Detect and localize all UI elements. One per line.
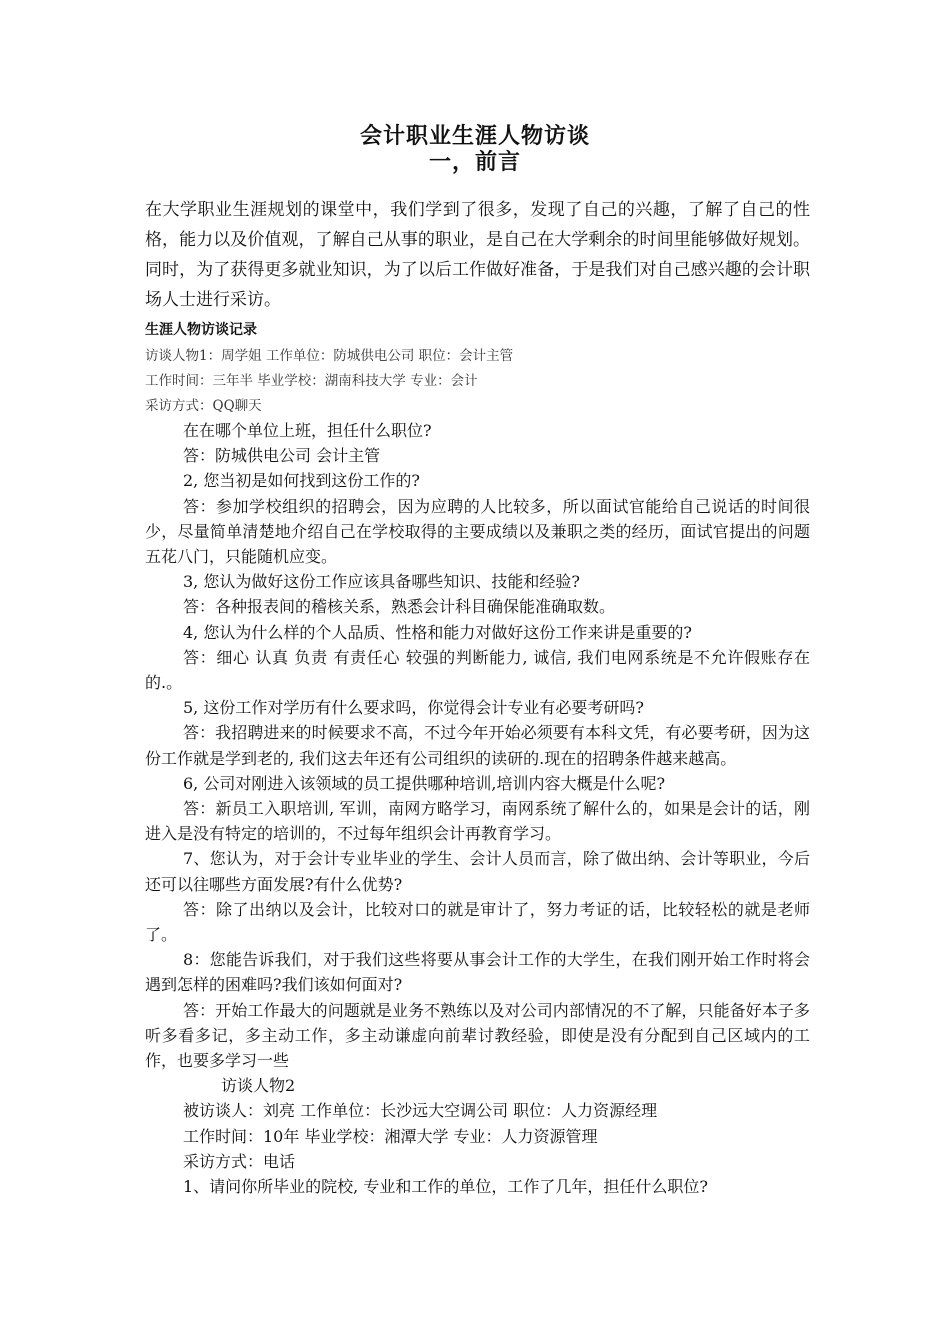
question-7: 7、您认为，对于会计专业毕业的学生、会计人员而言，除了做出纳、会计等职业，今后还可以往哪些方面发展?有什么优势? — [145, 849, 810, 894]
interviewee-1-info: 访谈人物1：周学姐 工作单位：防城供电公司 职位：会计主管 — [145, 348, 514, 364]
interviewee-2-info: 被访谈人：刘亮 工作单位：长沙远大空调公司 职位：人力资源经理 — [183, 1101, 658, 1121]
answer-6: 答：新员工入职培训, 军训，南网方略学习，南网系统了解什么的，如果是会计的话，刚进入是没有特定的培训的，不过每年组织会计再教育学习。 — [145, 799, 810, 844]
question-4: 4, 您认为什么样的个人品质、性格和能力对做好这份工作来讲是重要的? — [183, 622, 692, 642]
intro-paragraph: 在大学职业生涯规划的课堂中，我们学到了很多，发现了自己的兴趣，了解了自己的性格，能力以及价值观，了解自己从事的职业，是自己在大学剩余的时间里能够做好规划。同时，为了获得更多就业知识，为了以后工作做好准备，于是我们对自己感兴趣的会计职场人士进行采访。 — [145, 200, 810, 310]
interviewee-2-question-1: 1、请问你所毕业的院校, 专业和工作的单位，工作了几年，担任什么职位? — [183, 1177, 708, 1197]
interviewee-2-method: 采访方式：电话 — [183, 1151, 296, 1171]
interview-body — [145, 418, 810, 1199]
question-6: 6, 公司对刚进入该领域的员工提供哪种培训,培训内容大概是什么呢? — [183, 773, 666, 793]
question-5: 5, 这份工作对学历有什么要求吗，你觉得会计专业有必要考研吗? — [183, 698, 644, 718]
question-1: 在在哪个单位上班，担任什么职位? — [183, 421, 432, 440]
interviewee-2-heading: 访谈人物2 — [221, 1076, 296, 1096]
question-3: 3, 您认为做好这份工作应该具备哪些知识、技能和经验? — [183, 572, 580, 592]
interview-method: 采访方式：QQ聊天 — [145, 398, 262, 414]
answer-1: 答：防城供电公司 会计主管 — [183, 446, 381, 466]
answer-4: 答：细心 认真 负责 有责任心 较强的判断能力, 诚信, 我们电网系统是不允许假账存在的.。 — [145, 647, 810, 693]
interviewee-1-work-info: 工作时间：三年半 毕业学校：湖南科技大学 专业：会计 — [145, 373, 478, 389]
answer-8: 答：开始工作最大的问题就是业务不熟练以及对公司内部情况的不了解，只能备好本子多听多看多记，多主动工作，多主动谦虚向前辈讨教经验，即使是没有分配到自己区域内的工作，也要多学习一些 — [145, 1000, 810, 1071]
interviewee-2-work-info: 工作时间：10年 毕业学校：湘潭大学 专业：人力资源管理 — [183, 1126, 598, 1146]
document-title: 会计职业生涯人物访谈 — [359, 124, 590, 149]
question-8: 8：您能告诉我们，对于我们这些将要从事会计工作的大学生，在我们刚开始工作时将会遇到怎样的困难吗?我们该如何面对? — [145, 950, 810, 995]
section-title: 生涯人物访谈记录 — [145, 322, 257, 338]
document-subtitle: 一，前言 — [428, 150, 521, 175]
answer-3: 答：各种报表间的稽核关系，熟悉会计科目确保能准确取数。 — [183, 597, 616, 617]
answer-2: 答：参加学校组织的招聘会，因为应聘的人比较多，所以面试官能给自己说话的时间很少，尽量简单清楚地介绍自己在学校取得的主要成绩以及兼职之类的经历，面试官提出的问题五花八门，只能随机应变。 — [145, 496, 810, 567]
answer-5: 答：我招聘进来的时候要求不高，不过今年开始必须要有本科文凭，有必要考研，因为这份工作就是学到老的, 我们这去年还有公司组织的读研的.现在的招聘条件越来越高。 — [145, 723, 810, 768]
question-2: 2, 您当初是如何找到这份工作的? — [183, 471, 420, 491]
answer-7: 答：除了出纳以及会计，比较对口的就是审计了，努力考证的话，比较轻松的就是老师了。 — [145, 899, 810, 945]
